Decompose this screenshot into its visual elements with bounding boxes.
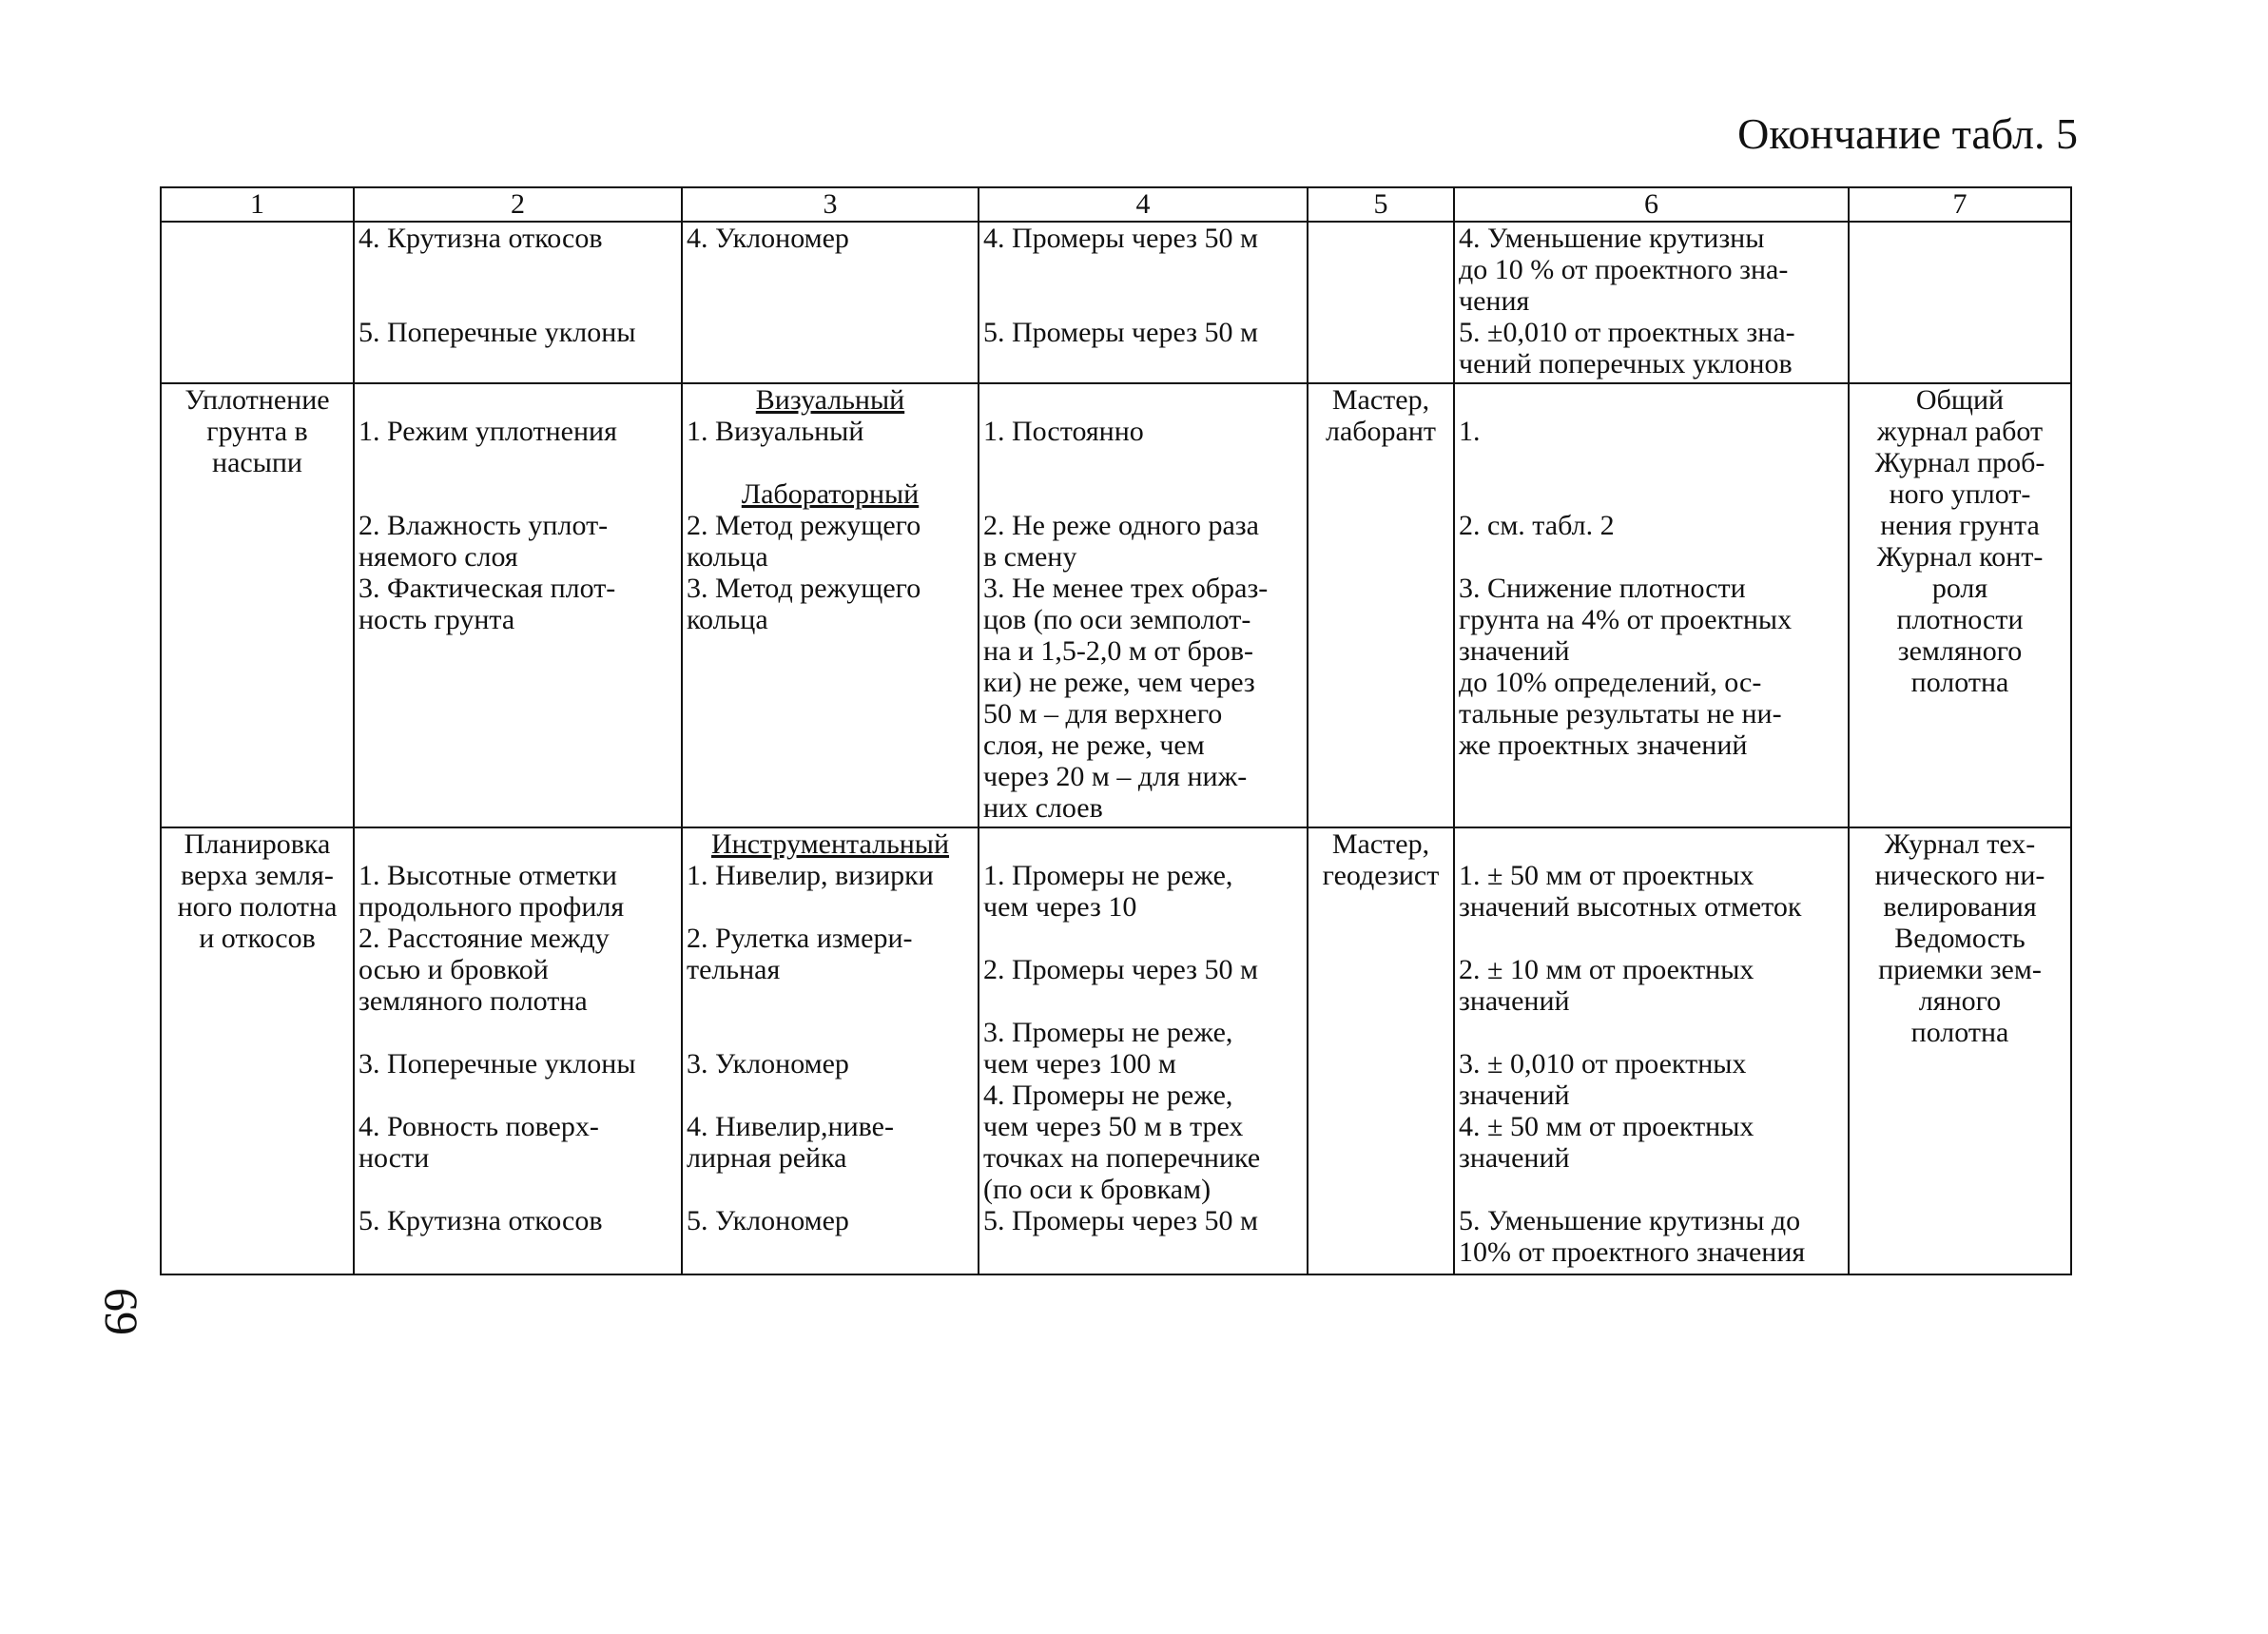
documentation-cell [1849,827,2071,1274]
cell-line [1459,541,1844,573]
responsible-cell [1308,827,1454,1274]
cell-line: 3. Снижение плотности [1459,573,1746,604]
cell-line: 1. Постоянно [983,416,1144,447]
tolerance-cell [1454,383,1849,827]
cell-line: 2. Рулетка измери- [687,923,913,954]
cell-line: ки) не реже, чем через [983,667,1255,698]
cell-line: нического ни- [1874,860,2045,891]
cell-line: 4. Промеры не реже, [983,1080,1233,1111]
cell-line [1459,828,1844,860]
method-lines [687,510,974,635]
cell-line [359,1174,677,1205]
control-method-cell [682,222,979,383]
cell-line: земляного полотна [359,985,588,1017]
cell-line: земляного [1897,635,2023,667]
cell-line [1459,447,1844,478]
cell-line: 1. Режим уплотнения [359,416,617,447]
table-row [161,827,2071,1274]
cell-line: 1. ± 50 мм от проектных [1459,860,1754,891]
cell-line [983,923,1303,954]
cell-line [1459,1174,1844,1205]
cell-line: 3. ± 0,010 от проектных [1459,1048,1747,1080]
tolerance-cell [1454,827,1849,1274]
cell-line: Ведомость [1894,923,2026,954]
cell-line: чем через 50 м в трех [983,1111,1244,1142]
cell-line: 4. Промеры через 50 м [983,223,1258,254]
cell-line: велирования [1883,891,2037,923]
cell-line [687,985,974,1017]
cell-line [359,254,677,285]
cell-line: кольца [687,604,768,635]
cell-line [359,478,677,510]
cell-line: 5. Уменьшение крутизны до [1459,1205,1801,1236]
controlled-parameter-cell [354,827,682,1274]
cell-line: продольного профиля [359,891,625,923]
tolerance-cell [1454,222,1849,383]
cell-line: 2. Метод режущего [687,510,921,541]
cell-line: Планировка [184,828,331,860]
cell-line: нения грунта [1880,510,2040,541]
cell-line: геодезист [1322,860,1440,891]
cell-line [1459,384,1844,416]
cell-line: 1. Визуальный [687,416,864,447]
cell-line: ность грунта [359,604,515,635]
cell-line: 5. Уклономер [687,1205,849,1236]
cell-line: значений высотных отметок [1459,891,1802,923]
column-number: 4 [979,187,1308,222]
cell-line [983,384,1303,416]
cell-line: Мастер, [1331,384,1430,416]
cell-line: 3. Метод режущего [687,573,921,604]
cell-line: 1. Промеры не реже, [983,860,1233,891]
cell-line: 3. Фактическая плот- [359,573,616,604]
controlled-parameter-cell [354,383,682,827]
cell-line: 5. ±0,010 от проектных зна- [1459,317,1795,348]
cell-line: 5. Крутизна откосов [359,1205,603,1236]
cell-line: полотна [1910,1017,2009,1048]
column-number-row [161,187,2071,222]
cell-line: 2. см. табл. 2 [1459,510,1615,541]
cell-line: 4. Уклономер [687,223,849,254]
cell-line: Журнал проб- [1874,447,2045,478]
cell-line: Мастер, [1331,828,1430,860]
cell-line: (по оси к бровкам) [983,1174,1212,1205]
cell-line: 2. ± 10 мм от проектных [1459,954,1754,985]
cell-line: приемки зем- [1878,954,2042,985]
column-number: 2 [354,187,682,222]
cell-line: 2. Промеры через 50 м [983,954,1258,985]
responsible-cell [1308,222,1454,383]
column-number: 7 [1849,187,2071,222]
cell-line: ляного [1918,985,2002,1017]
cell-line [359,384,677,416]
work-type-cell [161,222,354,383]
cell-line: 3. Не менее трех образ- [983,573,1269,604]
cell-line [1459,1017,1844,1048]
cell-line: тальные результаты не ни- [1459,698,1782,729]
cell-line: плотности [1896,604,2024,635]
cell-line: 4. Ровность поверх- [359,1111,599,1142]
cell-line: Уплотнение [184,384,330,416]
method-heading: Визуальный [755,384,905,416]
cell-line: 3. Поперечные уклоны [359,1048,636,1080]
cell-line: точках на поперечнике [983,1142,1261,1174]
cell-line: цов (по оси земполот- [983,604,1251,635]
cell-line: 5. Промеры через 50 м [983,317,1258,348]
cell-line: верха земля- [181,860,334,891]
cell-line: кольца [687,541,768,573]
cell-line: значений [1459,635,1570,667]
cell-line [359,285,677,317]
cell-line [983,828,1303,860]
cell-line: 2. Расстояние между [359,923,610,954]
method-lines [687,860,974,1236]
column-number: 5 [1308,187,1454,222]
control-table [160,186,2072,1275]
cell-line: чения [1459,285,1530,317]
cell-line: ного уплот- [1889,478,2031,510]
cell-line: в смену [983,541,1077,573]
cell-line: Журнал тех- [1884,828,2036,860]
table-row [161,383,2071,827]
control-frequency-cell [979,827,1308,1274]
cell-line [983,447,1303,478]
cell-line: няемого слоя [359,541,518,573]
column-number: 6 [1454,187,1849,222]
cell-line: 10% от проектного значения [1459,1236,1806,1268]
cell-line [1459,923,1844,954]
cell-line: слоя, не реже, чем [983,729,1205,761]
cell-line: 4. Уменьшение крутизны [1459,223,1765,254]
cell-line [687,1080,974,1111]
cell-line: ности [359,1142,430,1174]
cell-line: 50 м – для верхнего [983,698,1223,729]
cell-line: же проектных значений [1459,729,1748,761]
cell-line: 5. Промеры через 50 м [983,1205,1258,1236]
cell-line: насыпи [212,447,302,478]
work-type-cell [161,827,354,1274]
control-method-cell [682,827,979,1274]
cell-line: значений [1459,1080,1570,1111]
cell-line [983,478,1303,510]
responsible-cell [1308,383,1454,827]
cell-line: значений [1459,1142,1570,1174]
cell-line [1459,478,1844,510]
cell-line: чений поперечных уклонов [1459,348,1793,379]
page-number: 69 [95,1288,148,1335]
cell-line: чем через 100 м [983,1048,1176,1080]
table-row [161,222,2071,383]
method-lines [687,416,974,478]
control-frequency-cell [979,383,1308,827]
cell-line: грунта на 4% от проектных [1459,604,1793,635]
cell-line: до 10% определений, ос- [1459,667,1762,698]
method-heading: Инструментальный [710,828,950,860]
cell-line: ного полотна [177,891,338,923]
cell-line [687,447,974,478]
cell-line: 3. Уклономер [687,1048,849,1080]
cell-line: чем через 10 [983,891,1137,923]
cell-line: Журнал конт- [1876,541,2044,573]
cell-line: грунта в [206,416,308,447]
table-caption: Окончание табл. 5 [1737,109,2078,158]
cell-line: 4. ± 50 мм от проектных [1459,1111,1754,1142]
control-frequency-cell [979,222,1308,383]
cell-line: 1. Высотные отметки [359,860,617,891]
cell-line: журнал работ [1876,416,2044,447]
cell-line [359,447,677,478]
cell-line: 1. [1459,416,1481,447]
controlled-parameter-cell [354,222,682,383]
column-number: 1 [161,187,354,222]
cell-line: 5. Поперечные уклоны [359,317,636,348]
cell-line: до 10 % от проектного зна- [1459,254,1789,285]
cell-line: осью и бровкой [359,954,549,985]
cell-line [687,1017,974,1048]
cell-line [359,828,677,860]
cell-line: полотна [1910,667,2009,698]
cell-line [983,254,1303,285]
cell-line: 4. Нивелир,ниве- [687,1111,894,1142]
cell-line: них слоев [983,792,1103,824]
cell-line: 2. Влажность уплот- [359,510,609,541]
method-heading: Лабораторный [741,478,920,510]
cell-line [983,985,1303,1017]
cell-line: Общий [1915,384,2005,416]
cell-line [687,891,974,923]
cell-line: 3. Промеры не реже, [983,1017,1233,1048]
cell-line: 1. Нивелир, визирки [687,860,934,891]
cell-line: на и 1,5-2,0 м от бров- [983,635,1254,667]
cell-line [687,1174,974,1205]
control-method-cell [682,383,979,827]
cell-line [359,1017,677,1048]
documentation-cell [1849,222,2071,383]
cell-line: 4. Крутизна откосов [359,223,603,254]
column-number: 3 [682,187,979,222]
cell-line: тельная [687,954,781,985]
cell-line: значений [1459,985,1570,1017]
documentation-cell [1849,383,2071,827]
cell-line: 2. Не реже одного раза [983,510,1259,541]
work-type-cell [161,383,354,827]
cell-line: и откосов [199,923,316,954]
cell-line: роля [1931,573,1988,604]
cell-line [359,1080,677,1111]
cell-line: лирная рейка [687,1142,847,1174]
cell-line: через 20 м – для ниж- [983,761,1248,792]
cell-line [983,285,1303,317]
cell-line: лаборант [1325,416,1437,447]
